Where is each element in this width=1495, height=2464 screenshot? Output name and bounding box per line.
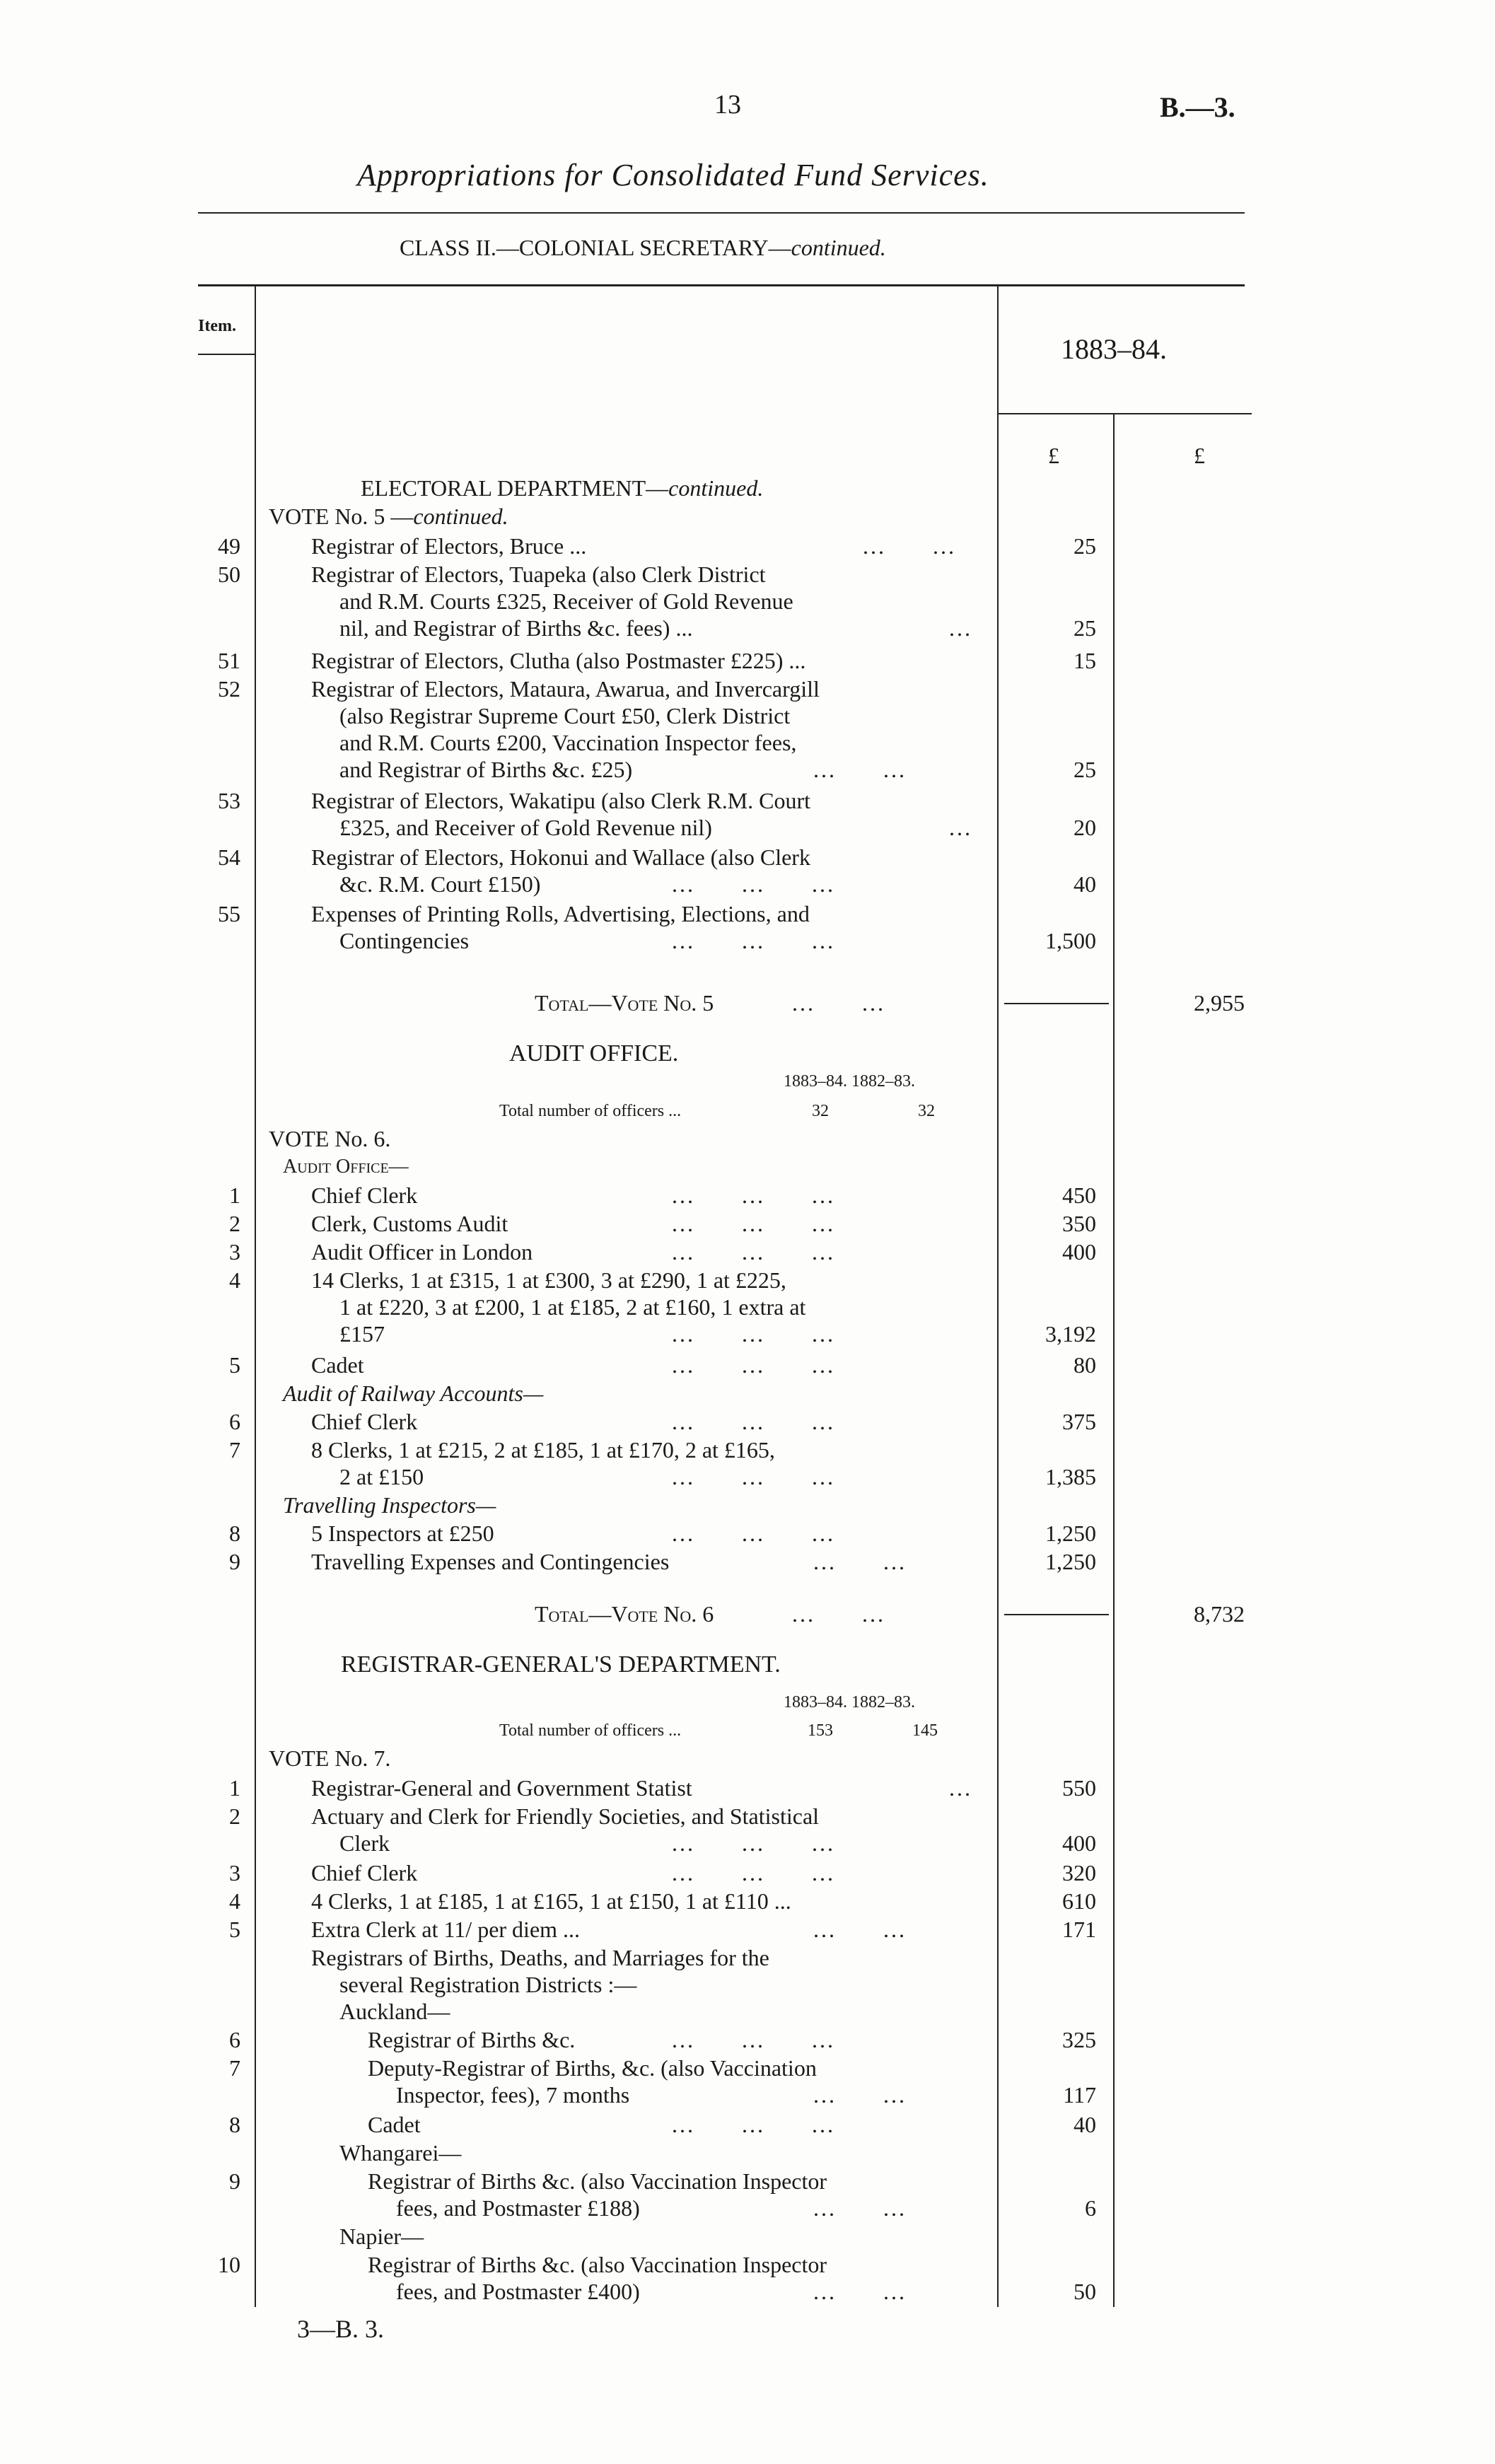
item-amount: 400	[1062, 1830, 1096, 1856]
dot-leader: ... ... ...	[672, 1239, 835, 1265]
dot-leader: ... ... ...	[672, 1464, 835, 1489]
item-number: 5	[229, 1917, 240, 1942]
class-title-continued: continued.	[791, 235, 886, 260]
item-amount: 610	[1062, 1888, 1096, 1914]
vote-5-total-label	[535, 989, 714, 1017]
item-description-line: 4 Clerks, 1 at £185, 1 at £165, 1 at £150, 1 at £110 ...	[311, 1888, 791, 1914]
item-number: 3	[229, 1860, 240, 1885]
item-description-line: Registrar of Births &c. (also Vaccination Inspector	[368, 2168, 827, 2194]
vote-6-total-rule	[1004, 1614, 1109, 1615]
dot-leader: ... ...	[813, 757, 907, 782]
signature-mark: 3—B. 3.	[297, 2315, 385, 2343]
audit-officers-1883: 32	[812, 1102, 829, 1120]
vote-5-text: VOTE No. 5 —	[269, 504, 414, 529]
item-column-divider	[255, 286, 256, 2307]
item-amount: 1,500	[1045, 928, 1096, 953]
item-amount: 171	[1062, 1917, 1096, 1942]
dot-leader: ... ...	[813, 1917, 907, 1942]
item-description-line: and R.M. Courts £200, Vaccination Inspector fees,	[339, 730, 797, 755]
item-description-line: Registrar of Electors, Hokonui and Wallace (also Clerk	[311, 844, 810, 870]
audit-officers-label: Total number of officers ...	[499, 1102, 682, 1120]
whangarei-subheading: Whangarei—	[339, 2140, 462, 2166]
item-description-line: Registrar of Electors, Mataura, Awarua, and Invercargill	[311, 676, 820, 702]
pound-sign-2: £	[1194, 443, 1205, 468]
travelling-inspectors-subheading: Travelling Inspectors—	[283, 1492, 496, 1518]
item-description-line: Deputy-Registrar of Births, &c. (also Vaccination	[368, 2055, 817, 2081]
item-amount: 325	[1062, 2027, 1096, 2052]
item-amount: 350	[1062, 1211, 1096, 1236]
dot-leader: ...	[949, 615, 972, 641]
item-number: 1	[229, 1775, 240, 1801]
item-description-line: Registrar of Electors, Clutha (also Postmaster £225) ...	[311, 648, 806, 673]
dot-leader: ... ...	[863, 533, 956, 559]
item-description-line: Travelling Expenses and Contingencies	[311, 1549, 670, 1574]
vote-6-total-amount: 8,732	[1194, 1601, 1245, 1627]
item-amount: 25	[1074, 615, 1096, 641]
dot-leader: ... ... ...	[672, 1182, 835, 1208]
item-description-line: 2 at £150	[339, 1464, 424, 1489]
dot-leader: ... ... ...	[672, 871, 835, 897]
vote-6-total-leader: ... ...	[792, 1601, 885, 1627]
item-description-line: Chief Clerk	[311, 1182, 418, 1208]
item-description-line: £157	[339, 1321, 385, 1347]
pound-sign-1: £	[1048, 443, 1059, 468]
item-description-line: Extra Clerk at 11/ per diem ...	[311, 1917, 581, 1942]
dot-leader: ... ... ...	[672, 2027, 835, 2052]
item-amount: 3,192	[1045, 1321, 1096, 1347]
napier-subheading: Napier—	[339, 2224, 424, 2249]
item-description-line: Audit Officer in London	[311, 1239, 533, 1265]
item-number: 7	[229, 1437, 240, 1463]
item-description-line: 8 Clerks, 1 at £215, 2 at £185, 1 at £170, 2 at £165,	[311, 1437, 775, 1463]
vote-6-total-text: Total—Vote No. 6	[535, 1601, 714, 1627]
dot-leader: ... ...	[813, 2279, 907, 2304]
item-number: 52	[218, 676, 240, 702]
class-title-text: CLASS II.—COLONIAL SECRETARY—	[400, 235, 791, 260]
vote-5-total-amount: 2,955	[1194, 990, 1245, 1016]
item-amount: 1,250	[1045, 1521, 1096, 1546]
class-title	[400, 233, 886, 262]
audit-heading: AUDIT OFFICE.	[509, 1040, 679, 1067]
item-description-line: Actuary and Clerk for Friendly Societies, and Statistical	[311, 1803, 820, 1829]
item-number: 54	[218, 844, 240, 870]
item-number: 4	[229, 1888, 240, 1914]
item-number: 6	[229, 1409, 240, 1434]
item-number: 8	[229, 2112, 240, 2137]
registrars-line-2: several Registration Districts :—	[339, 1972, 637, 1997]
item-number: 9	[229, 1549, 240, 1574]
item-description-line: (also Registrar Supreme Court £50, Clerk District	[339, 703, 791, 728]
item-amount: 6	[1085, 2195, 1096, 2221]
item-number: 4	[229, 1267, 240, 1293]
item-number: 8	[229, 1521, 240, 1546]
item-amount: 40	[1074, 871, 1096, 897]
vote-7-label: VOTE No. 7.	[269, 1745, 391, 1771]
item-description-line: 1 at £220, 3 at £200, 1 at £185, 2 at £160, 1 extra at	[339, 1294, 806, 1320]
vote-5-label	[269, 502, 508, 530]
dot-leader: ... ... ...	[672, 1409, 835, 1434]
registrar-heading: REGISTRAR-GENERAL'S DEPARTMENT.	[341, 1651, 781, 1678]
item-amount: 1,385	[1045, 1464, 1096, 1489]
auckland-subheading: Auckland—	[339, 1999, 450, 2024]
electoral-heading	[361, 474, 763, 502]
item-column-header: Item.	[198, 317, 236, 335]
registrar-officers-1883: 153	[808, 1721, 833, 1740]
item-number: 49	[218, 533, 240, 559]
audit-officers-1882: 32	[918, 1102, 935, 1120]
item-description-line: Clerk	[339, 1830, 390, 1856]
item-amount: 550	[1062, 1775, 1096, 1801]
item-header-rule	[198, 354, 255, 355]
item-number: 1	[229, 1182, 240, 1208]
vote-5-total-rule	[1004, 1003, 1109, 1004]
item-amount: 40	[1074, 2112, 1096, 2137]
item-number: 9	[229, 2168, 240, 2194]
electoral-heading-text: ELECTORAL DEPARTMENT—	[361, 475, 669, 501]
item-description-line: Registrar of Births &c.	[368, 2027, 576, 2052]
registrar-officers-label: Total number of officers ...	[499, 1721, 682, 1740]
page-title: Appropriations for Consolidated Fund Services.	[357, 158, 989, 192]
item-number: 55	[218, 901, 240, 926]
electoral-heading-continued: continued.	[668, 475, 764, 501]
item-number: 50	[218, 562, 240, 587]
item-amount: 80	[1074, 1352, 1096, 1378]
railway-audit-subheading: Audit of Railway Accounts—	[283, 1381, 544, 1406]
dot-leader: ... ... ...	[672, 1830, 835, 1856]
item-description-line: and R.M. Courts £325, Receiver of Gold Revenue	[339, 588, 793, 614]
item-description-line: Chief Clerk	[311, 1860, 418, 1885]
item-number: 3	[229, 1239, 240, 1265]
dot-leader: ... ... ...	[672, 1352, 835, 1378]
registrar-officers-years: 1883–84. 1882–83.	[784, 1693, 915, 1712]
item-amount: 375	[1062, 1409, 1096, 1434]
item-description-line: and Registrar of Births &c. £25)	[339, 757, 633, 782]
table-top-rule	[198, 284, 1245, 286]
title-rule	[198, 212, 1245, 214]
item-number: 10	[218, 2252, 240, 2277]
item-amount: 20	[1074, 815, 1096, 840]
item-number: 6	[229, 2027, 240, 2052]
item-description-line: Expenses of Printing Rolls, Advertising, Elections, and	[311, 901, 810, 926]
dot-leader: ...	[949, 1775, 972, 1801]
audit-officers-years: 1883–84. 1882–83.	[784, 1072, 915, 1091]
item-description-line: Clerk, Customs Audit	[311, 1211, 508, 1236]
item-number: 53	[218, 788, 240, 813]
item-amount: 25	[1074, 533, 1096, 559]
dot-leader: ... ...	[813, 2195, 907, 2221]
dot-leader: ... ... ...	[672, 1521, 835, 1546]
item-description-line: Registrar-General and Government Statist	[311, 1775, 692, 1801]
dot-leader: ... ...	[813, 2082, 907, 2108]
year-header: 1883–84.	[1061, 333, 1167, 365]
registrars-line-1: Registrars of Births, Deaths, and Marriages for the	[311, 1945, 769, 1970]
vote-6-total-label	[535, 1600, 714, 1628]
item-description-line: Inspector, fees), 7 months	[396, 2082, 630, 2108]
item-description-line: nil, and Registrar of Births &c. fees) ...	[339, 615, 693, 641]
item-description-line: &c. R.M. Court £150)	[339, 871, 541, 897]
item-amount: 15	[1074, 648, 1096, 673]
item-amount: 25	[1074, 757, 1096, 782]
item-amount: 117	[1063, 2082, 1096, 2108]
dot-leader: ... ... ...	[672, 1860, 835, 1885]
subtotal-column-divider	[1113, 414, 1115, 2307]
item-number: 2	[229, 1211, 240, 1236]
dot-leader: ... ... ...	[672, 1211, 835, 1236]
item-description-line: fees, and Postmaster £400)	[396, 2279, 640, 2304]
item-amount: 50	[1074, 2279, 1096, 2304]
document-reference: B.—3.	[1160, 91, 1235, 123]
amount-column-divider	[997, 286, 999, 2307]
vote-5-total-leader: ... ...	[792, 990, 885, 1016]
item-description-line: Cadet	[311, 1352, 364, 1378]
item-amount: 1,250	[1045, 1549, 1096, 1574]
item-description-line: fees, and Postmaster £188)	[396, 2195, 640, 2221]
item-number: 2	[229, 1803, 240, 1829]
dot-leader: ... ... ...	[672, 2112, 835, 2137]
item-description-line: £325, and Receiver of Gold Revenue nil)	[339, 815, 712, 840]
dot-leader: ... ... ...	[672, 928, 835, 953]
item-description-line: Registrar of Electors, Tuapeka (also Clerk District	[311, 562, 766, 587]
item-description-line: Cadet	[368, 2112, 421, 2137]
item-number: 5	[229, 1352, 240, 1378]
vote-6-label: VOTE No. 6.	[269, 1126, 391, 1151]
vote-5-continued: continued.	[413, 504, 508, 529]
item-number: 7	[229, 2055, 240, 2081]
dot-leader: ... ... ...	[672, 1321, 835, 1347]
item-description-line: Registrar of Electors, Bruce ...	[311, 533, 587, 559]
item-description-line: Contingencies	[339, 928, 470, 953]
item-description-line: 5 Inspectors at £250	[311, 1521, 494, 1546]
dot-leader: ...	[949, 815, 972, 840]
item-amount: 320	[1062, 1860, 1096, 1885]
item-amount: 400	[1062, 1239, 1096, 1265]
item-amount: 450	[1062, 1182, 1096, 1208]
dot-leader: ... ...	[813, 1549, 907, 1574]
item-number: 51	[218, 648, 240, 673]
item-description-line: Registrar of Births &c. (also Vaccination Inspector	[368, 2252, 827, 2277]
vote-5-total-text: Total—Vote No. 5	[535, 990, 714, 1016]
year-header-rule	[997, 413, 1252, 414]
registrar-officers-1882: 145	[912, 1721, 938, 1740]
audit-office-subheading: Audit Office—	[283, 1156, 409, 1178]
page-number: 13	[714, 90, 741, 120]
item-description-line: Chief Clerk	[311, 1409, 418, 1434]
item-description-line: Registrar of Electors, Wakatipu (also Clerk R.M. Court	[311, 788, 811, 813]
item-description-line: 14 Clerks, 1 at £315, 1 at £300, 3 at £290, 1 at £225,	[311, 1267, 786, 1293]
